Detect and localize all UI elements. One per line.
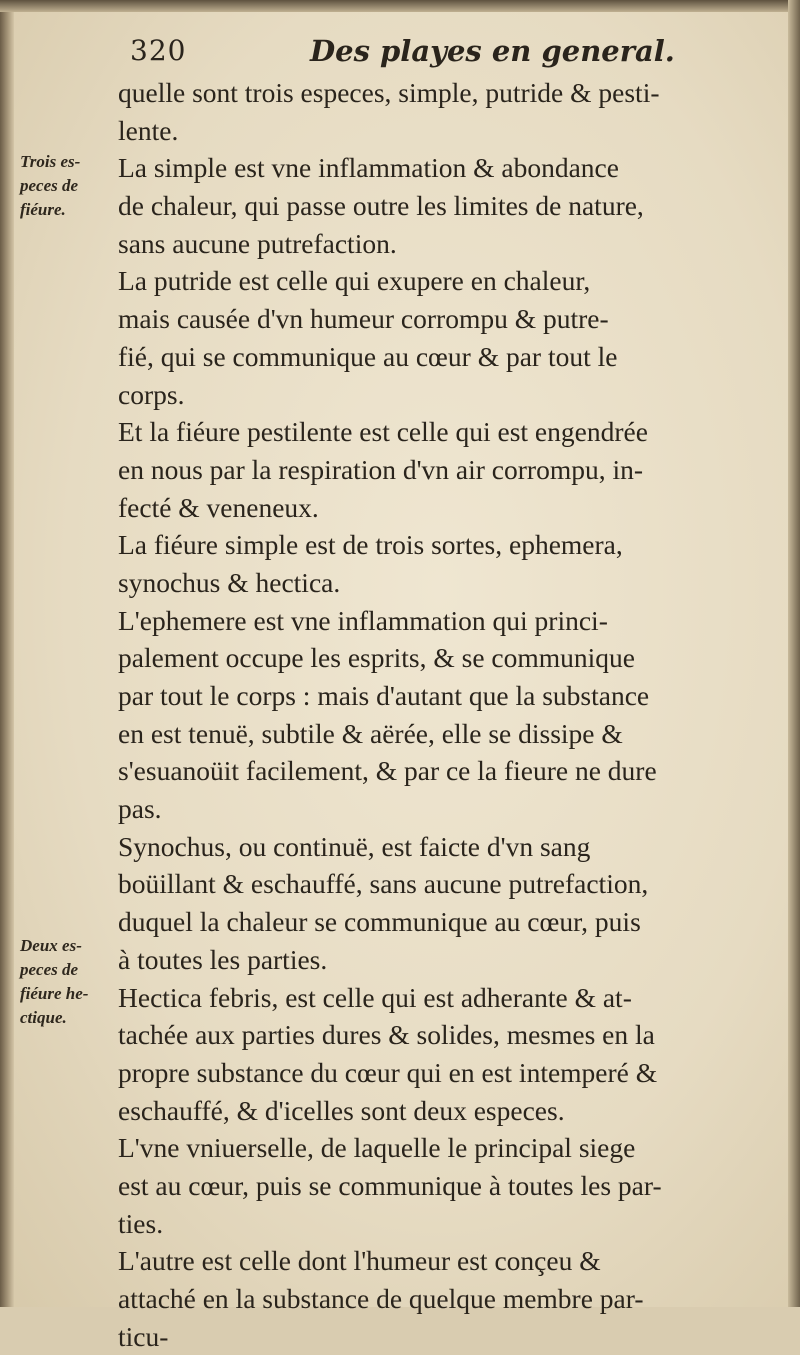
- text-line: attaché en la substance de quelque membre par-: [118, 1283, 644, 1314]
- text-line: pas.: [118, 793, 162, 825]
- text-line: à toutes les parties.: [118, 943, 328, 975]
- text-line: La fiéure simple est de trois sortes, ephemera,: [118, 529, 623, 561]
- body-text: [118, 74, 770, 1355]
- text-line: corps.: [118, 378, 185, 410]
- text-line: propre substance du cœur qui en est intemperé &: [118, 1056, 658, 1088]
- margin-note-line: Deux es-: [20, 936, 82, 955]
- text-line: eschauffé, & d'icelles sont deux especes.: [118, 1094, 565, 1126]
- text-line: tachée aux parties dures & solides, mesmes en la: [118, 1019, 655, 1051]
- text-line: L'autre est celle dont l'humeur est conçeu &: [118, 1245, 601, 1277]
- margin-note-trois-especes: [20, 150, 80, 222]
- text-line: ticu-: [118, 1320, 169, 1352]
- text-line: duquel la chaleur se communique au cœur, puis: [118, 906, 641, 938]
- text-line: Et la fiéure pestilente est celle qui est engendrée: [118, 416, 648, 448]
- text-line: ties.: [118, 1207, 164, 1239]
- page-number: 320: [130, 34, 187, 67]
- text-line: sans aucune putrefaction.: [118, 227, 397, 259]
- text-line: lente.: [118, 114, 179, 146]
- text-line: synochus & hectica.: [118, 566, 341, 598]
- text-line: Synochus, ou continuë, est faicte d'vn sang: [118, 830, 591, 862]
- text-line: Hectica febris, est celle qui est adherante & at-: [118, 981, 632, 1013]
- text-line: s'esuanoüit facilement, & par ce la fieure ne dure: [118, 755, 657, 787]
- running-head: Des playes en general.: [310, 34, 675, 68]
- text-line: boüillant & eschauffé, sans aucune putrefaction,: [118, 868, 649, 900]
- text-line: L'ephemere est vne inflammation qui princi-: [118, 604, 608, 636]
- text-line: L'vne vniuerselle, de laquelle le principal siege: [118, 1132, 636, 1164]
- margin-note-line: fiéure he-: [20, 984, 89, 1003]
- text-line: fié, qui se communique au cœur & par tout le: [118, 340, 618, 372]
- margin-note-deux-especes: [20, 934, 88, 1030]
- margin-note-line: peces de: [20, 960, 79, 979]
- text-line: palement occupe les esprits, & se communique: [118, 642, 636, 674]
- text-line: La simple est vne inflammation & abondance: [118, 152, 619, 184]
- page-top-edge: [0, 0, 800, 12]
- text-line: par tout le corps : mais d'autant que la substance: [118, 680, 650, 711]
- margin-note-line: peces de: [20, 176, 79, 195]
- page-binding: [0, 0, 14, 1307]
- text-line: mais causée d'vn humeur corrompu & putre-: [118, 303, 609, 335]
- margin-note-line: fiéure.: [20, 200, 66, 219]
- text-line: est au cœur, puis se communique à toutes les par-: [118, 1169, 662, 1201]
- margin-note-line: ctique.: [20, 1008, 67, 1027]
- text-line: en nous par la respiration d'vn air corrompu, in-: [118, 453, 644, 485]
- text-line: fecté & veneneux.: [118, 491, 319, 523]
- text-line: de chaleur, qui passe outre les limites de nature,: [118, 190, 644, 222]
- page-right-edge: [788, 0, 800, 1307]
- text-line: en est tenuë, subtile & aërée, elle se dissipe &: [118, 717, 623, 749]
- text-line: quelle sont trois especes, simple, putride & pesti-: [118, 77, 660, 108]
- margin-note-line: Trois es-: [20, 152, 81, 171]
- text-line: La putride est celle qui exupere en chaleur,: [118, 265, 591, 297]
